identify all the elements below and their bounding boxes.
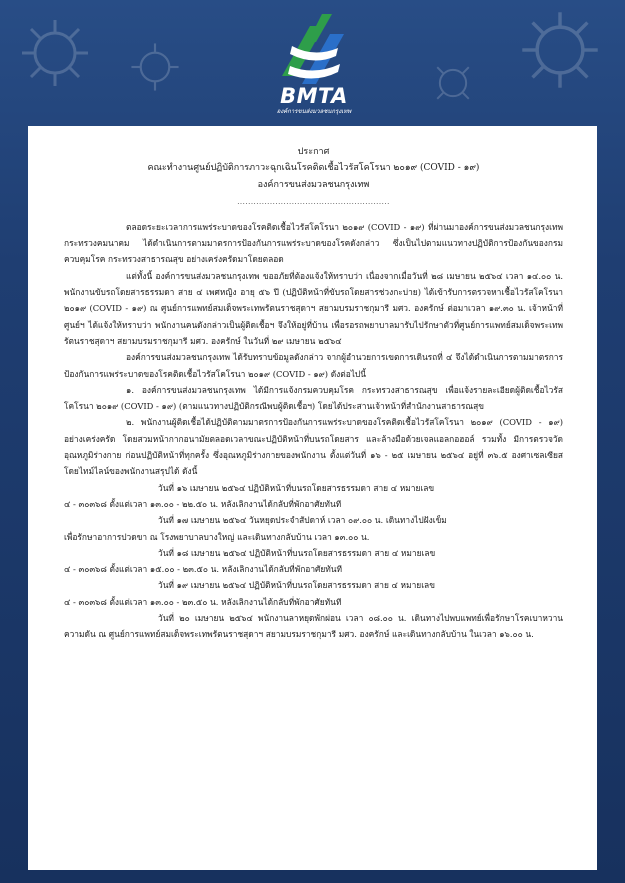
timeline-19-line2: ๔ - ๓๐๓๖๘ ตั้งแต่เวลา ๑๓.๐๐ - ๒๓.๕๐ น. หลังเลิกงานได้กลับที่พักอาศัยทันที [64, 596, 342, 607]
timeline-17-line2: เพื่อรักษาอาการปวดขา ณ โรงพยาบาลบางใหญ่ และเดินทางกลับบ้าน เวลา ๑๓.๐๐ น. [64, 531, 370, 542]
paragraph-4: ๑. องค์การขนส่งมวลชนกรุงเทพ ได้มีการแจ้งกรมควบคุมโรค กระทรวงสาธารณสุข เพื่อแจ้งรายละเอียดผู้ติดเชื้อไวรัสโคโรนา ๒๐๑๙ (COVID - ๑๙) (ตามแนวทางปฏิบัติกรณีพบผู้ติดเชื้อฯ) โดยได้ประสานเจ้าหน้าที่สำนักงานสาธารณสุข [64, 384, 563, 412]
virus-icon [20, 18, 90, 88]
announcement-document [28, 126, 597, 870]
timeline-16-line2: ๔ - ๓๐๓๖๘ ตั้งแต่เวลา ๑๓.๐๐ - ๒๒.๕๐ น. หลังเลิกงานได้กลับที่พักอาศัยทันที [64, 498, 342, 509]
timeline-16-line1: วันที่ ๑๖ เมษายน ๒๕๖๔ ปฏิบัติหน้าที่บนรถโดยสารธรรมดา สาย ๔ หมายเลข [158, 482, 435, 493]
paragraph-1: ตลอดระยะเวลาการแพร่ระบาดของโรคติดเชื้อไวรัสโคโรนา ๒๐๑๙ (COVID - ๑๙) ที่ผ่านมาองค์การขนส่งมวลชนกรุงเทพ กระทรวงคมนาคม ได้ดำเนินการตามมาตรการป้องกันการแพร่ระบาดของโรคดังกล่าว ซึ่งเป็นไปตามแนวทางปฏิบัติการป้องกันของกรมควบคุมโรค กระทรวงสาธารณสุข อย่างเคร่งครัดมาโดยตลอด [64, 221, 563, 265]
timeline-18-line1: วันที่ ๑๘ เมษายน ๒๕๖๔ ปฏิบัติหน้าที่บนรถโดยสารธรรมดา สาย ๔ หมายเลข [158, 547, 436, 558]
doc-divider: ........................................................ [237, 197, 390, 206]
timeline-20: วันที่ ๒๐ เมษายน ๒๕๖๔ พนักงานลาหยุดพักผ่อน เวลา ๐๘.๐๐ น. เดินทางไปพบแพทย์เพื่อรักษาโรคเบาหวาน ความดัน ณ ศูนย์การแพทย์สมเด็จพระเทพรัตนราชสุดาฯ สยามบรมราชกุมารี มศว. องครักษ์ และเดินทางกลับบ้าน ในเวลา ๑๖.๐๐ น. [64, 613, 563, 640]
virus-icon [130, 42, 180, 92]
virus-icon [430, 60, 476, 106]
doc-heading: ประกาศ [297, 147, 330, 157]
paragraph-2: แต่ทั้งนี้ องค์การขนส่งมวลชนกรุงเทพ ขออภัยที่ต้องแจ้งให้ทราบว่า เนื่องจากเมื่อวันที่ ๒๘ เมษายน ๒๕๖๔ เวลา ๑๔.๐๐ น. พนักงานขับรถโดยสารธรรมดา สาย ๔ เพศหญิง อายุ ๕๖ ปี (ปฏิบัติหน้าที่ขับรถโดยสารช่วงกะบ่าย) ได้เข้ารับการตรวจหาเชื้อไวรัสโคโรนา ๒๐๑๙ (COVID - ๑๙) ณ ศูนย์การแพทย์สมเด็จพระเทพรัตนราชสุดาฯ สยามบรมราชกุมารี มศว. องครักษ์ ต่อมาเวลา ๑๙.๓๐ น. เจ้าหน้าที่ศูนย์ฯ ได้แจ้งให้ทราบว่า พนักงานคนดังกล่าวเป็นผู้ติดเชื้อฯ จึงให้อยู่ที่บ้าน เพื่อรอรถพยาบาลมารับไปรักษาตัวที่ศูนย์การแพทย์สมเด็จพระเทพรัตนราชสุดาฯ สยามบรมราชกุมารี มศว. องครักษ์ ในวันที่ ๒๙ เมษายน ๒๕๖๔ [64, 270, 563, 346]
paragraph-3: องค์การขนส่งมวลชนกรุงเทพ ได้รับทราบข้อมูลดังกล่าว จากผู้อำนวยการเขตการเดินรถที่ ๔ จึงได้ดำเนินการตามมาตรการป้องกันการแพร่ระบาดของโรคติดเชื้อไวรัสโคโรนา ๒๐๑๙ (COVID - ๑๙) ดังต่อไปนี้ [64, 352, 563, 379]
doc-organization: องค์การขนส่งมวลชนกรุงเทพ [257, 179, 370, 190]
timeline-18-line2: ๔ - ๓๐๓๖๘ ตั้งแต่เวลา ๑๕.๐๐ - ๒๓.๕๐ น. หลังเลิกงานได้กลับที่พักอาศัยทันที [64, 564, 343, 575]
doc-committee: คณะทำงานศูนย์ปฏิบัติการภาวะฉุกเฉินโรคติดเชื้อไวรัสโคโรนา ๒๐๑๙ (COVID - ๑๙) [147, 163, 480, 174]
logo-title: BMTA [280, 84, 348, 108]
virus-icon [520, 10, 600, 90]
logo-subtitle: องค์การขนส่งมวลชนกรุงเทพ [276, 108, 352, 115]
paragraph-5: ๒. พนักงานผู้ติดเชื้อได้ปฏิบัติตามมาตรการป้องกันการแพร่ระบาดของโรคติดเชื้อไวรัสโคโรนา ๒๐๑๙ (COVID - ๑๙) อย่างเคร่งครัด โดยสวมหน้ากากอนามัยตลอดเวลาขณะปฏิบัติหน้าที่บนรถโดยสาร และล้างมือด้วยเจลแอลกอฮอล์ รวมทั้ง มีการตรวจวัดอุณหภูมิร่างกาย ก่อนปฏิบัติหน้าที่ทุกครั้ง ซึ่งอุณหภูมิร่างกายของพนักงาน ตั้งแต่วันที่ ๑๖ - ๒๕ เมษายน ๒๕๖๔ อยู่ที่ ๓๖.๕ องศาเซลเซียส โดยไทม์ไลน์ของพนักงานสรุปได้ ดังนี้ [64, 417, 563, 477]
timeline-17-line1: วันที่ ๑๗ เมษายน ๒๕๖๔ วันหยุดประจำสัปดาห์ เวลา ๐๙.๐๐ น. เดินทางไปฝังเข็ม [158, 515, 447, 526]
timeline-19-line1: วันที่ ๑๙ เมษายน ๒๕๖๔ ปฏิบัติหน้าที่บนรถโดยสารธรรมดา สาย ๔ หมายเลข [158, 580, 435, 591]
